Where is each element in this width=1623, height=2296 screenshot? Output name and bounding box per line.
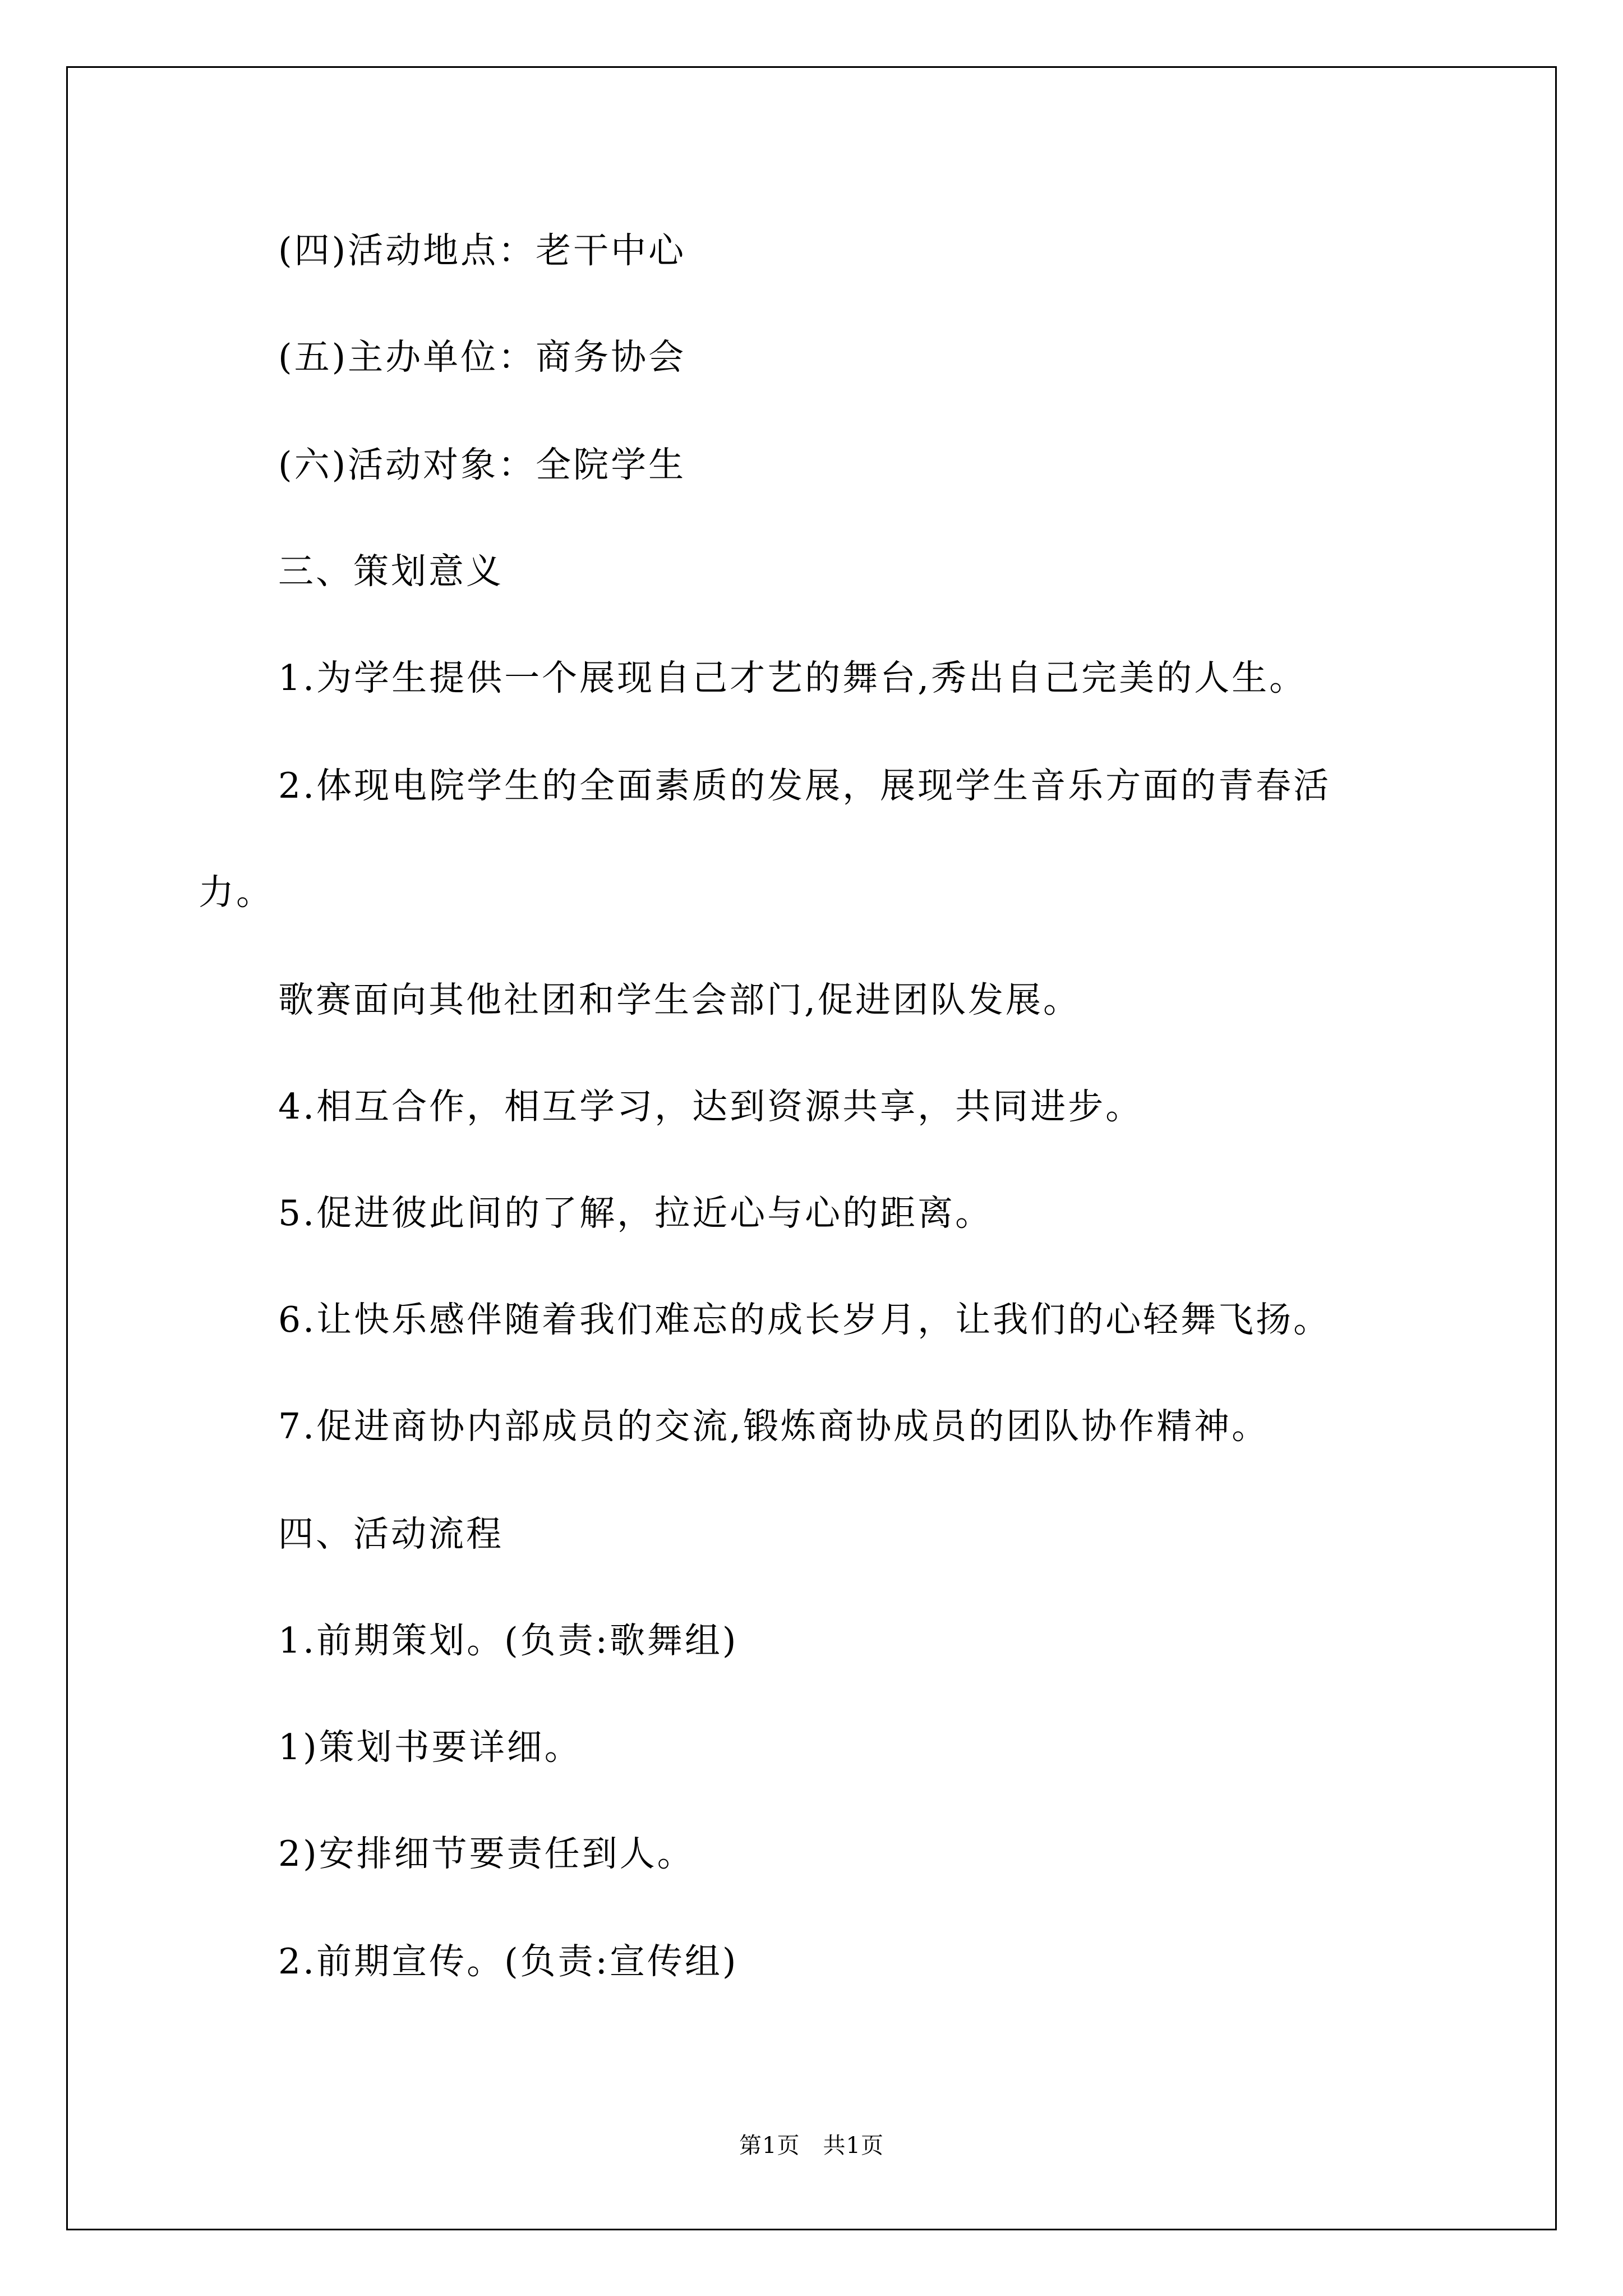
paragraph-subitem: 2)安排细节要责任到人。 [278,1833,695,1874]
paragraph-item: 歌赛面向其他社团和学生会部门,促进团队发展。 [278,979,1081,1020]
paragraph-item: 2.体现电院学生的全面素质的发展，展现学生音乐方面的青春活 [278,765,1331,806]
section-heading-significance: 三、策划意义 [278,551,504,592]
paragraph-item: 1.为学生提供一个展现自己才艺的舞台,秀出自己完美的人生。 [278,657,1307,698]
paragraph-item: 2.前期宣传。(负责:宣传组) [278,1941,739,1982]
page-footer: 第1页 共1页 [739,2133,884,2159]
page-border [66,66,1557,2230]
paragraph-item-continuation: 力。 [199,872,274,913]
paragraph-subitem: 1)策划书要详细。 [278,1727,582,1768]
paragraph-item: 5.促进彼此间的了解，拉近心与心的距离。 [278,1193,993,1234]
paragraph-item: 7.促进商协内部成员的交流,锻炼商协成员的团队协作精神。 [278,1406,1270,1447]
paragraph-activity-location: (四)活动地点：老干中心 [278,230,686,271]
paragraph-organizer: (五)主办单位：商务协会 [278,337,686,378]
paragraph-audience: (六)活动对象：全院学生 [278,444,686,485]
paragraph-item: 1.前期策划。(负责:歌舞组) [278,1620,739,1661]
paragraph-item: 4.相互合作，相互学习，达到资源共享，共同进步。 [278,1086,1144,1127]
paragraph-item: 6.让快乐感伴随着我们难忘的成长岁月，让我们的心轻舞飞扬。 [278,1299,1331,1340]
section-heading-process: 四、活动流程 [278,1513,504,1554]
